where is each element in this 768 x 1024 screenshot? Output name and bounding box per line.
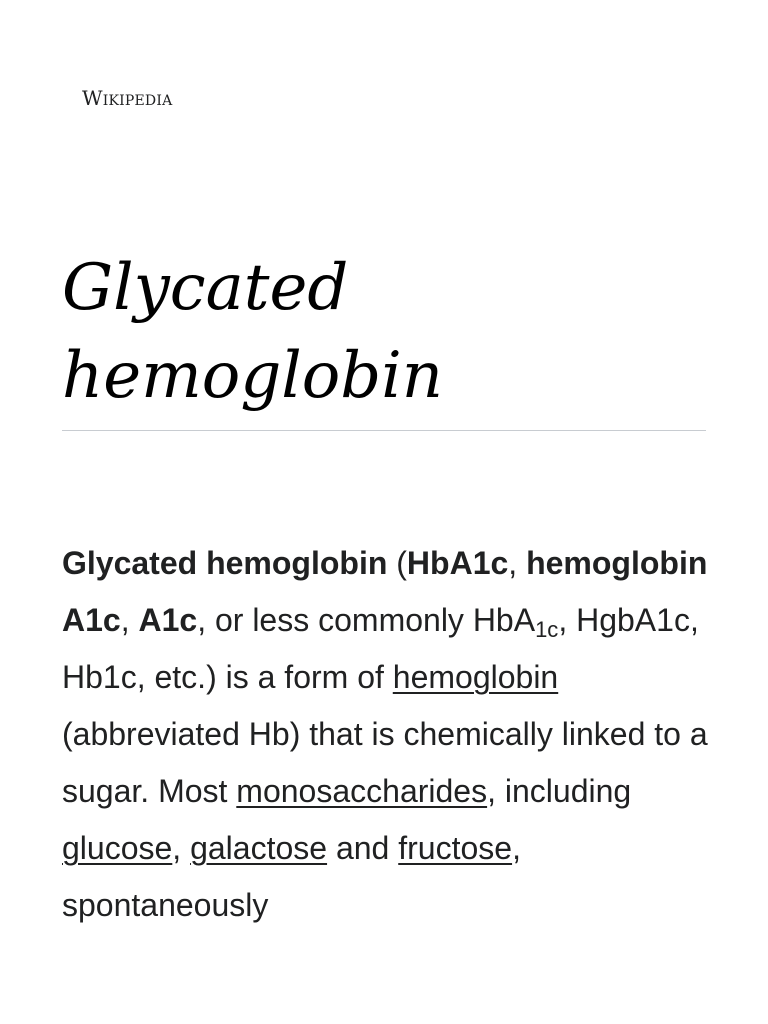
- link-glucose[interactable]: glucose: [62, 830, 173, 866]
- bold-term-glycated-hemoglobin: Glycated hemoglobin: [62, 545, 388, 581]
- wikipedia-wordmark[interactable]: Wikipedia: [82, 86, 173, 110]
- lead-text: , or less commonly HbA: [197, 602, 536, 638]
- page-title: [62, 244, 708, 420]
- bold-term-hemoglobin-a1c: hemoglobin A1c: [62, 545, 708, 638]
- lead-text: and: [327, 830, 399, 866]
- lead-text: ,: [172, 830, 191, 866]
- link-monosaccharides[interactable]: monosaccharides: [236, 773, 488, 809]
- link-fructose[interactable]: fructose: [398, 830, 513, 866]
- link-galactose[interactable]: galactose: [190, 830, 328, 866]
- lead-text: , including: [487, 773, 632, 809]
- lead-text: ,: [120, 602, 139, 638]
- subscript-1c: 1c: [535, 617, 559, 642]
- bold-term-hba1c: HbA1c: [406, 545, 509, 581]
- link-hemoglobin[interactable]: hemoglobin: [392, 659, 559, 695]
- lead-text: (: [387, 545, 407, 581]
- bold-term-a1c: A1c: [138, 602, 198, 638]
- lead-text: (abbreviated Hb) that is chemically linked to a sugar. Most: [62, 716, 708, 809]
- lead-text: ,: [508, 545, 527, 581]
- title-divider: [62, 430, 706, 431]
- lead-text: , spontaneously: [62, 830, 521, 923]
- lead-text: , HgbA1c, Hb1c, etc.) is a form of: [62, 602, 699, 695]
- page-title-line2: hemoglobin: [62, 339, 443, 413]
- page-title-line1: Glycated: [62, 251, 349, 325]
- lead-paragraph: [62, 535, 710, 934]
